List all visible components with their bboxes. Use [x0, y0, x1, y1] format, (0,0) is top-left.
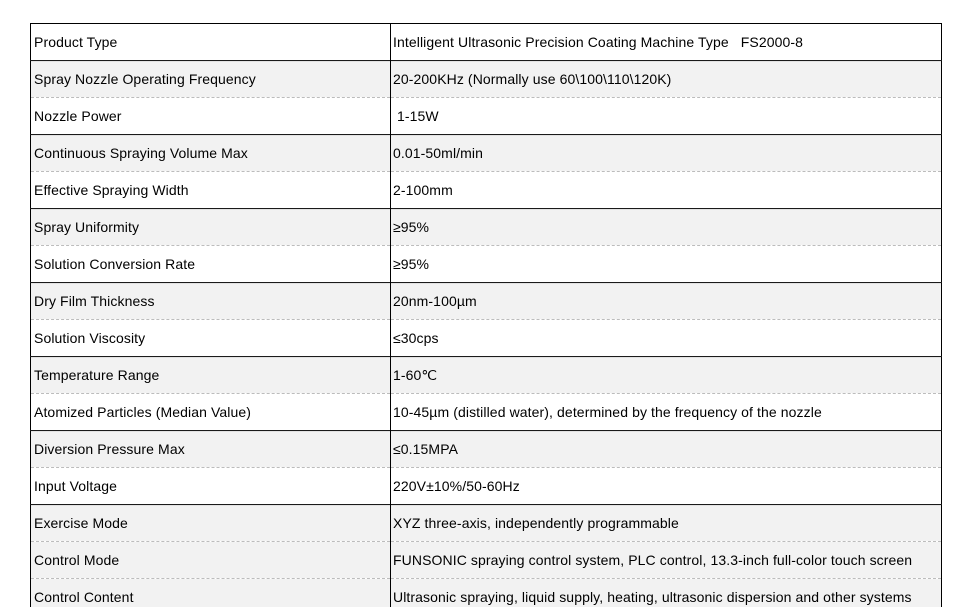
table-row: [31, 468, 942, 505]
spec-name: Input Voltage: [34, 478, 118, 494]
table-row: [31, 505, 942, 542]
spec-value: FUNSONIC spraying control system, PLC control, 13.3-inch full-color touch screen: [393, 552, 913, 568]
spec-name-cell: [31, 98, 391, 135]
spec-name-cell: [31, 24, 391, 61]
spec-name-cell: [31, 431, 391, 468]
spec-value-cell: [391, 172, 942, 209]
spec-name-cell: [31, 283, 391, 320]
spec-value-cell: [391, 61, 942, 98]
spec-value: ≥95%: [393, 219, 430, 235]
spec-value: Intelligent Ultrasonic Precision Coating Machine Type FS2000-8: [393, 34, 804, 50]
table-row: [31, 431, 942, 468]
spec-value-cell: [391, 320, 942, 357]
spec-name: Control Content: [34, 589, 134, 605]
spec-value-cell: [391, 579, 942, 607]
spec-name: Nozzle Power: [34, 108, 122, 124]
spec-name-cell: [31, 320, 391, 357]
spec-name: Solution Conversion Rate: [34, 256, 196, 272]
spec-value: 2-100mm: [393, 182, 453, 198]
spec-name-cell: [31, 61, 391, 98]
spec-value: 220V±10%/50-60Hz: [393, 478, 520, 494]
spec-value-cell: [391, 542, 942, 579]
spec-name: Temperature Range: [34, 367, 160, 383]
spec-value-cell: [391, 505, 942, 542]
spec-name: Effective Spraying Width: [34, 182, 189, 198]
spec-value-cell: [391, 24, 942, 61]
table-row: [31, 61, 942, 98]
table-row: [31, 542, 942, 579]
table-row: [31, 209, 942, 246]
spec-value-cell: [391, 209, 942, 246]
spec-name-cell: [31, 542, 391, 579]
spec-name-cell: [31, 209, 391, 246]
spec-value: ≥95%: [393, 256, 430, 272]
spec-name: Solution Viscosity: [34, 330, 146, 346]
spec-value-cell: [391, 394, 942, 431]
spec-name: Atomized Particles (Median Value): [34, 404, 252, 420]
spec-name-cell: [31, 357, 391, 394]
spec-name-cell: [31, 135, 391, 172]
spec-name: Control Mode: [34, 552, 120, 568]
spec-value: 20-200KHz (Normally use 60\100\110\120K): [393, 71, 672, 87]
spec-name: Product Type: [34, 34, 118, 50]
spec-value-cell: [391, 283, 942, 320]
spec-table: [30, 23, 942, 607]
spec-value-cell: [391, 468, 942, 505]
spec-value-cell: [391, 431, 942, 468]
table-row: [31, 24, 942, 61]
spec-name-cell: [31, 579, 391, 607]
spec-name-cell: [31, 172, 391, 209]
spec-value: 0.01-50ml/min: [393, 145, 484, 161]
spec-value: 1-60℃: [393, 366, 438, 383]
table-row: [31, 135, 942, 172]
spec-value: ≤0.15MPA: [393, 441, 459, 457]
spec-value: 1-15W: [393, 108, 439, 124]
spec-name: Dry Film Thickness: [34, 293, 155, 309]
spec-value: 10-45µm (distilled water), determined by the frequency of the nozzle: [393, 404, 822, 420]
table-row: [31, 172, 942, 209]
spec-name: Exercise Mode: [34, 515, 128, 531]
table-row: [31, 98, 942, 135]
spec-value: XYZ three-axis, independently programmable: [393, 515, 679, 531]
table-row: [31, 283, 942, 320]
spec-name-cell: [31, 505, 391, 542]
table-row: [31, 246, 942, 283]
spec-value: Ultrasonic spraying, liquid supply, heating, ultrasonic dispersion and other systems: [393, 589, 912, 605]
spec-value-cell: [391, 357, 942, 394]
spec-value-cell: [391, 246, 942, 283]
spec-name: Spray Uniformity: [34, 219, 140, 235]
spec-name-cell: [31, 246, 391, 283]
table-row: [31, 320, 942, 357]
spec-value: 20nm-100µm: [393, 293, 477, 309]
spec-name-cell: [31, 468, 391, 505]
table-row: [31, 357, 942, 394]
spec-value-cell: [391, 98, 942, 135]
spec-table-body: [31, 24, 942, 607]
table-row: [31, 394, 942, 431]
spec-name: Continuous Spraying Volume Max: [34, 145, 248, 161]
spec-name-cell: [31, 394, 391, 431]
spec-name: Spray Nozzle Operating Frequency: [34, 71, 256, 87]
spec-value-cell: [391, 135, 942, 172]
spec-name: Diversion Pressure Max: [34, 441, 185, 457]
table-row: [31, 579, 942, 607]
spec-value: ≤30cps: [393, 330, 439, 346]
